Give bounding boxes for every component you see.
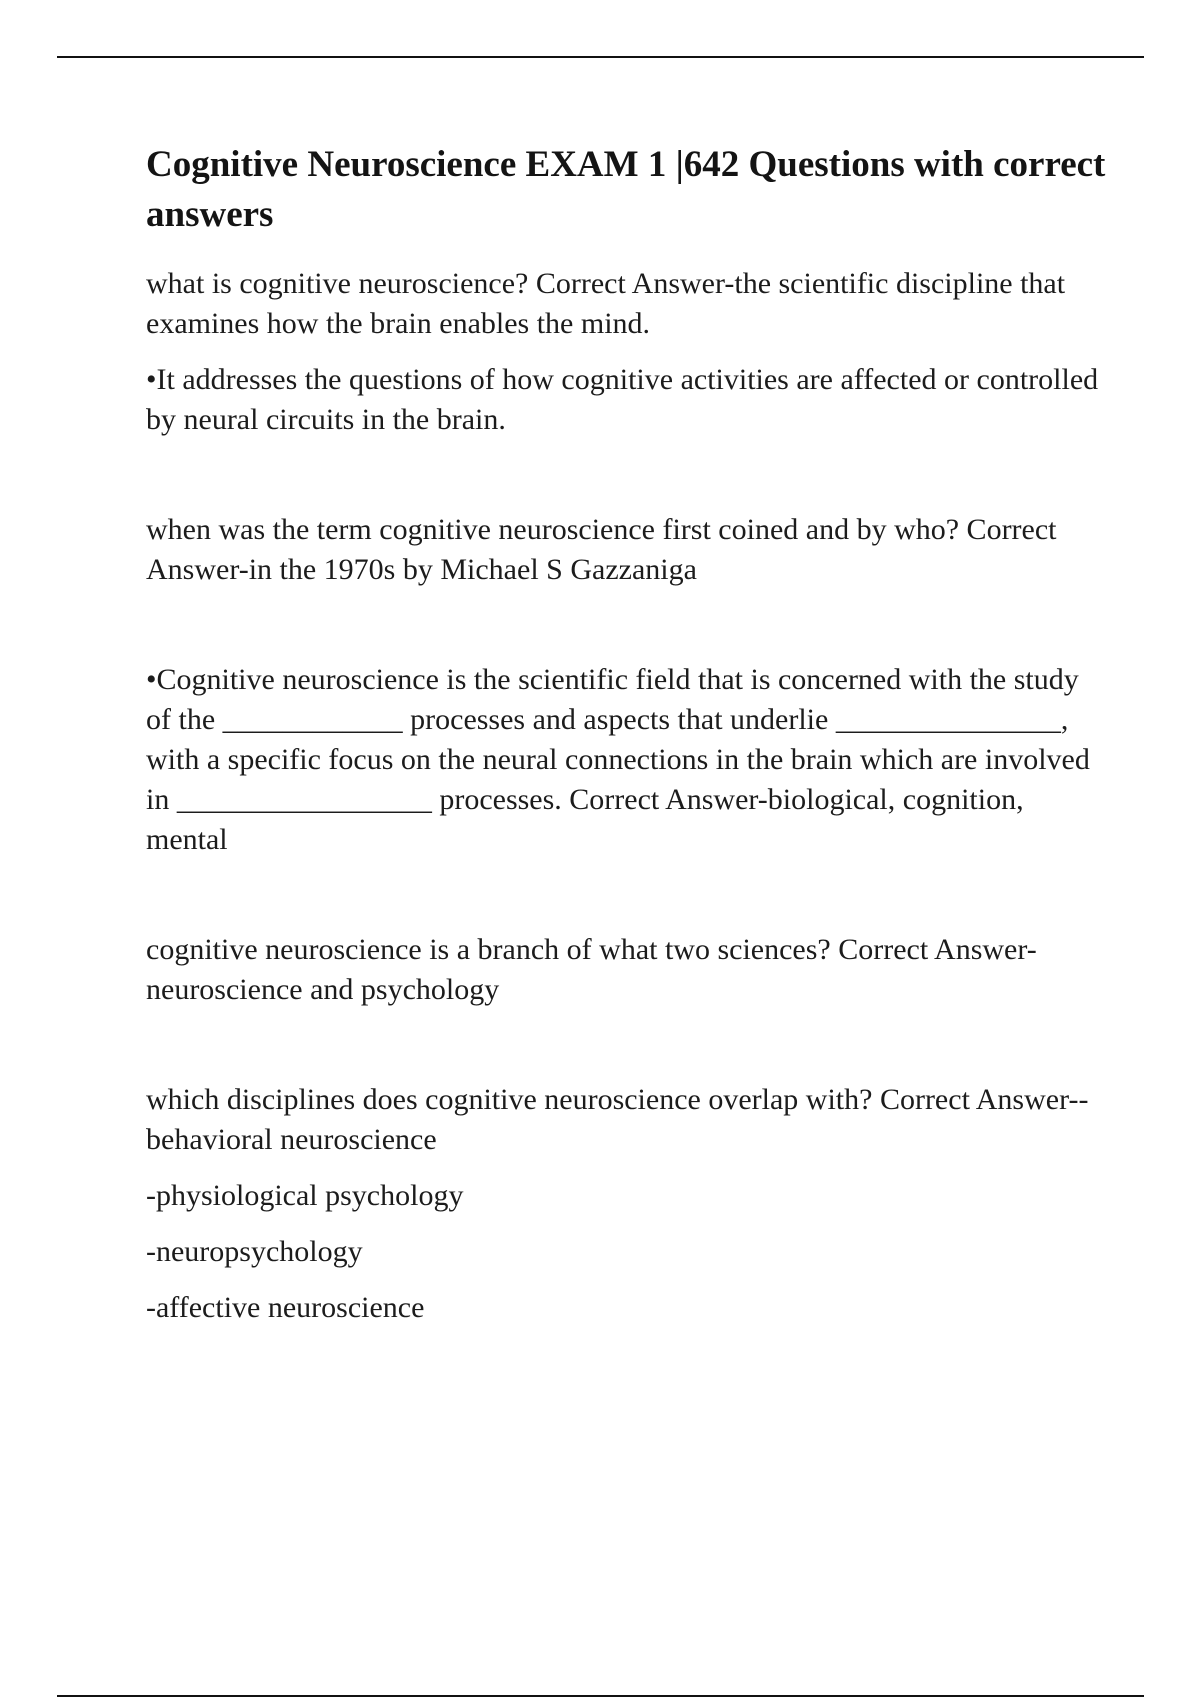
bottom-rule — [57, 1695, 1144, 1697]
qa-text: what is cognitive neuroscience? Correct Answer-the scientific discipline that examines how the brain enables the mind. — [146, 267, 1066, 340]
qa-entry-5 — [146, 1080, 1106, 1328]
qa-subpoint: •It addresses the questions of how cognitive activities are affected or controlled by neural circuits in the brain. — [146, 363, 1099, 436]
qa-subpoint: -neuropsychology — [146, 1235, 363, 1268]
document-title: Cognitive Neuroscience EXAM 1 |642 Questions with correct answers — [146, 144, 1106, 235]
qa-entry-4 — [146, 930, 1106, 1010]
qa-entry-3 — [146, 660, 1106, 860]
qa-text: •Cognitive neuroscience is the scientific field that is concerned with the study of the ____________ processes and aspects that underlie _______________, with a specific focus on the neural connections in the brain which are involved in _________________ processes. Correct Answer-biological, cognition, mental — [146, 663, 1090, 856]
qa-text: cognitive neuroscience is a branch of what two sciences? Correct Answer-neuroscience and psychology — [146, 933, 1037, 1006]
top-rule — [57, 56, 1144, 58]
qa-entry-1 — [146, 264, 1106, 440]
qa-subpoint: -affective neuroscience — [146, 1291, 425, 1324]
qa-entry-2 — [146, 510, 1106, 590]
document-body — [146, 140, 1106, 1344]
qa-text: which disciplines does cognitive neuroscience overlap with? Correct Answer-- behavioral neuroscience — [146, 1083, 1089, 1156]
qa-text: when was the term cognitive neuroscience first coined and by who? Correct Answer-in the 1970s by Michael S Gazzaniga — [146, 513, 1057, 586]
qa-subpoint: -physiological psychology — [146, 1179, 464, 1212]
